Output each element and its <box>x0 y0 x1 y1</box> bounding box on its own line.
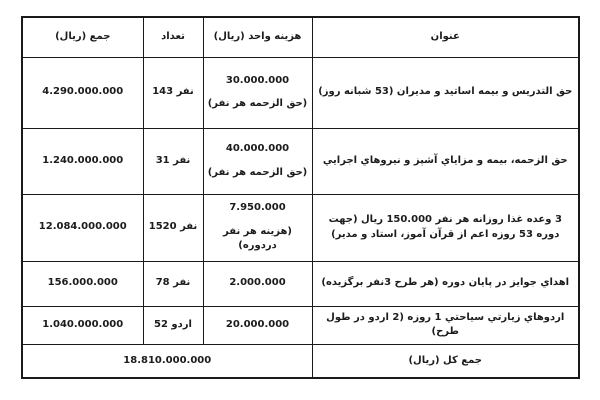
row-title: حق الزحمه، بيمه و مزاياي آشپز و نيروهاي اجرايي <box>312 128 579 194</box>
row-title: اهداي جوايز در پايان دوره (هر طرح 3نفر برگزيده) <box>312 261 579 306</box>
table-footer-row <box>22 344 579 378</box>
table-row <box>22 194 579 261</box>
row-count: 78 نفر <box>143 261 203 306</box>
row-unit-cost <box>203 261 312 306</box>
unit-value: 2.000.000 <box>229 277 286 289</box>
table-row <box>22 261 579 306</box>
header-title: عنوان <box>312 17 579 57</box>
row-count: 143 نفر <box>143 57 203 128</box>
unit-value: 7.950.000 <box>229 202 286 214</box>
row-unit-cost <box>203 57 312 128</box>
row-title: اردوهاي زيارتي سياحتي 1 روزه (2 اردو در طول طرح) <box>312 306 579 344</box>
row-title: حق التدريس و بيمه اساتيد و مديران (53 شبانه روز) <box>312 57 579 128</box>
grand-total-value: 18.810.000.000 <box>22 344 312 378</box>
table-row <box>22 306 579 344</box>
row-count: 31 نفر <box>143 128 203 194</box>
budget-table <box>21 16 580 379</box>
row-total: 12.084.000.000 <box>22 194 143 261</box>
row-total: 1.040.000.000 <box>22 306 143 344</box>
table-row <box>22 128 579 194</box>
header-total: جمع (ريال) <box>22 17 143 57</box>
unit-note: (هزينه هر نفر دردوره) <box>223 225 292 252</box>
grand-total-label: جمع كل (ريال) <box>312 344 579 378</box>
table-header-row <box>22 17 579 57</box>
unit-value: 30.000.000 <box>225 74 290 86</box>
row-total: 156.000.000 <box>22 261 143 306</box>
row-title: 3 وعده غذا روزانه هر نفر 150.000 ريال (جهت دوره 53 روزه اعم از قرآن آموز، استاد و مدير) <box>312 194 579 261</box>
unit-note: (حق الزحمه هر نفر) <box>207 166 308 178</box>
unit-value: 20.000.000 <box>225 318 290 330</box>
row-count: 52 اردو <box>143 306 203 344</box>
header-count: تعداد <box>143 17 203 57</box>
row-total: 4.290.000.000 <box>22 57 143 128</box>
row-unit-cost <box>203 194 312 261</box>
header-unit-cost: هزينه واحد (ريال) <box>203 17 312 57</box>
row-unit-cost <box>203 128 312 194</box>
row-total: 1.240.000.000 <box>22 128 143 194</box>
unit-note: (حق الزحمه هر نفر) <box>207 98 308 109</box>
row-count: 1520 نفر <box>143 194 203 261</box>
unit-value: 40.000.000 <box>225 143 290 154</box>
table-row <box>22 57 579 128</box>
row-unit-cost <box>203 306 312 344</box>
